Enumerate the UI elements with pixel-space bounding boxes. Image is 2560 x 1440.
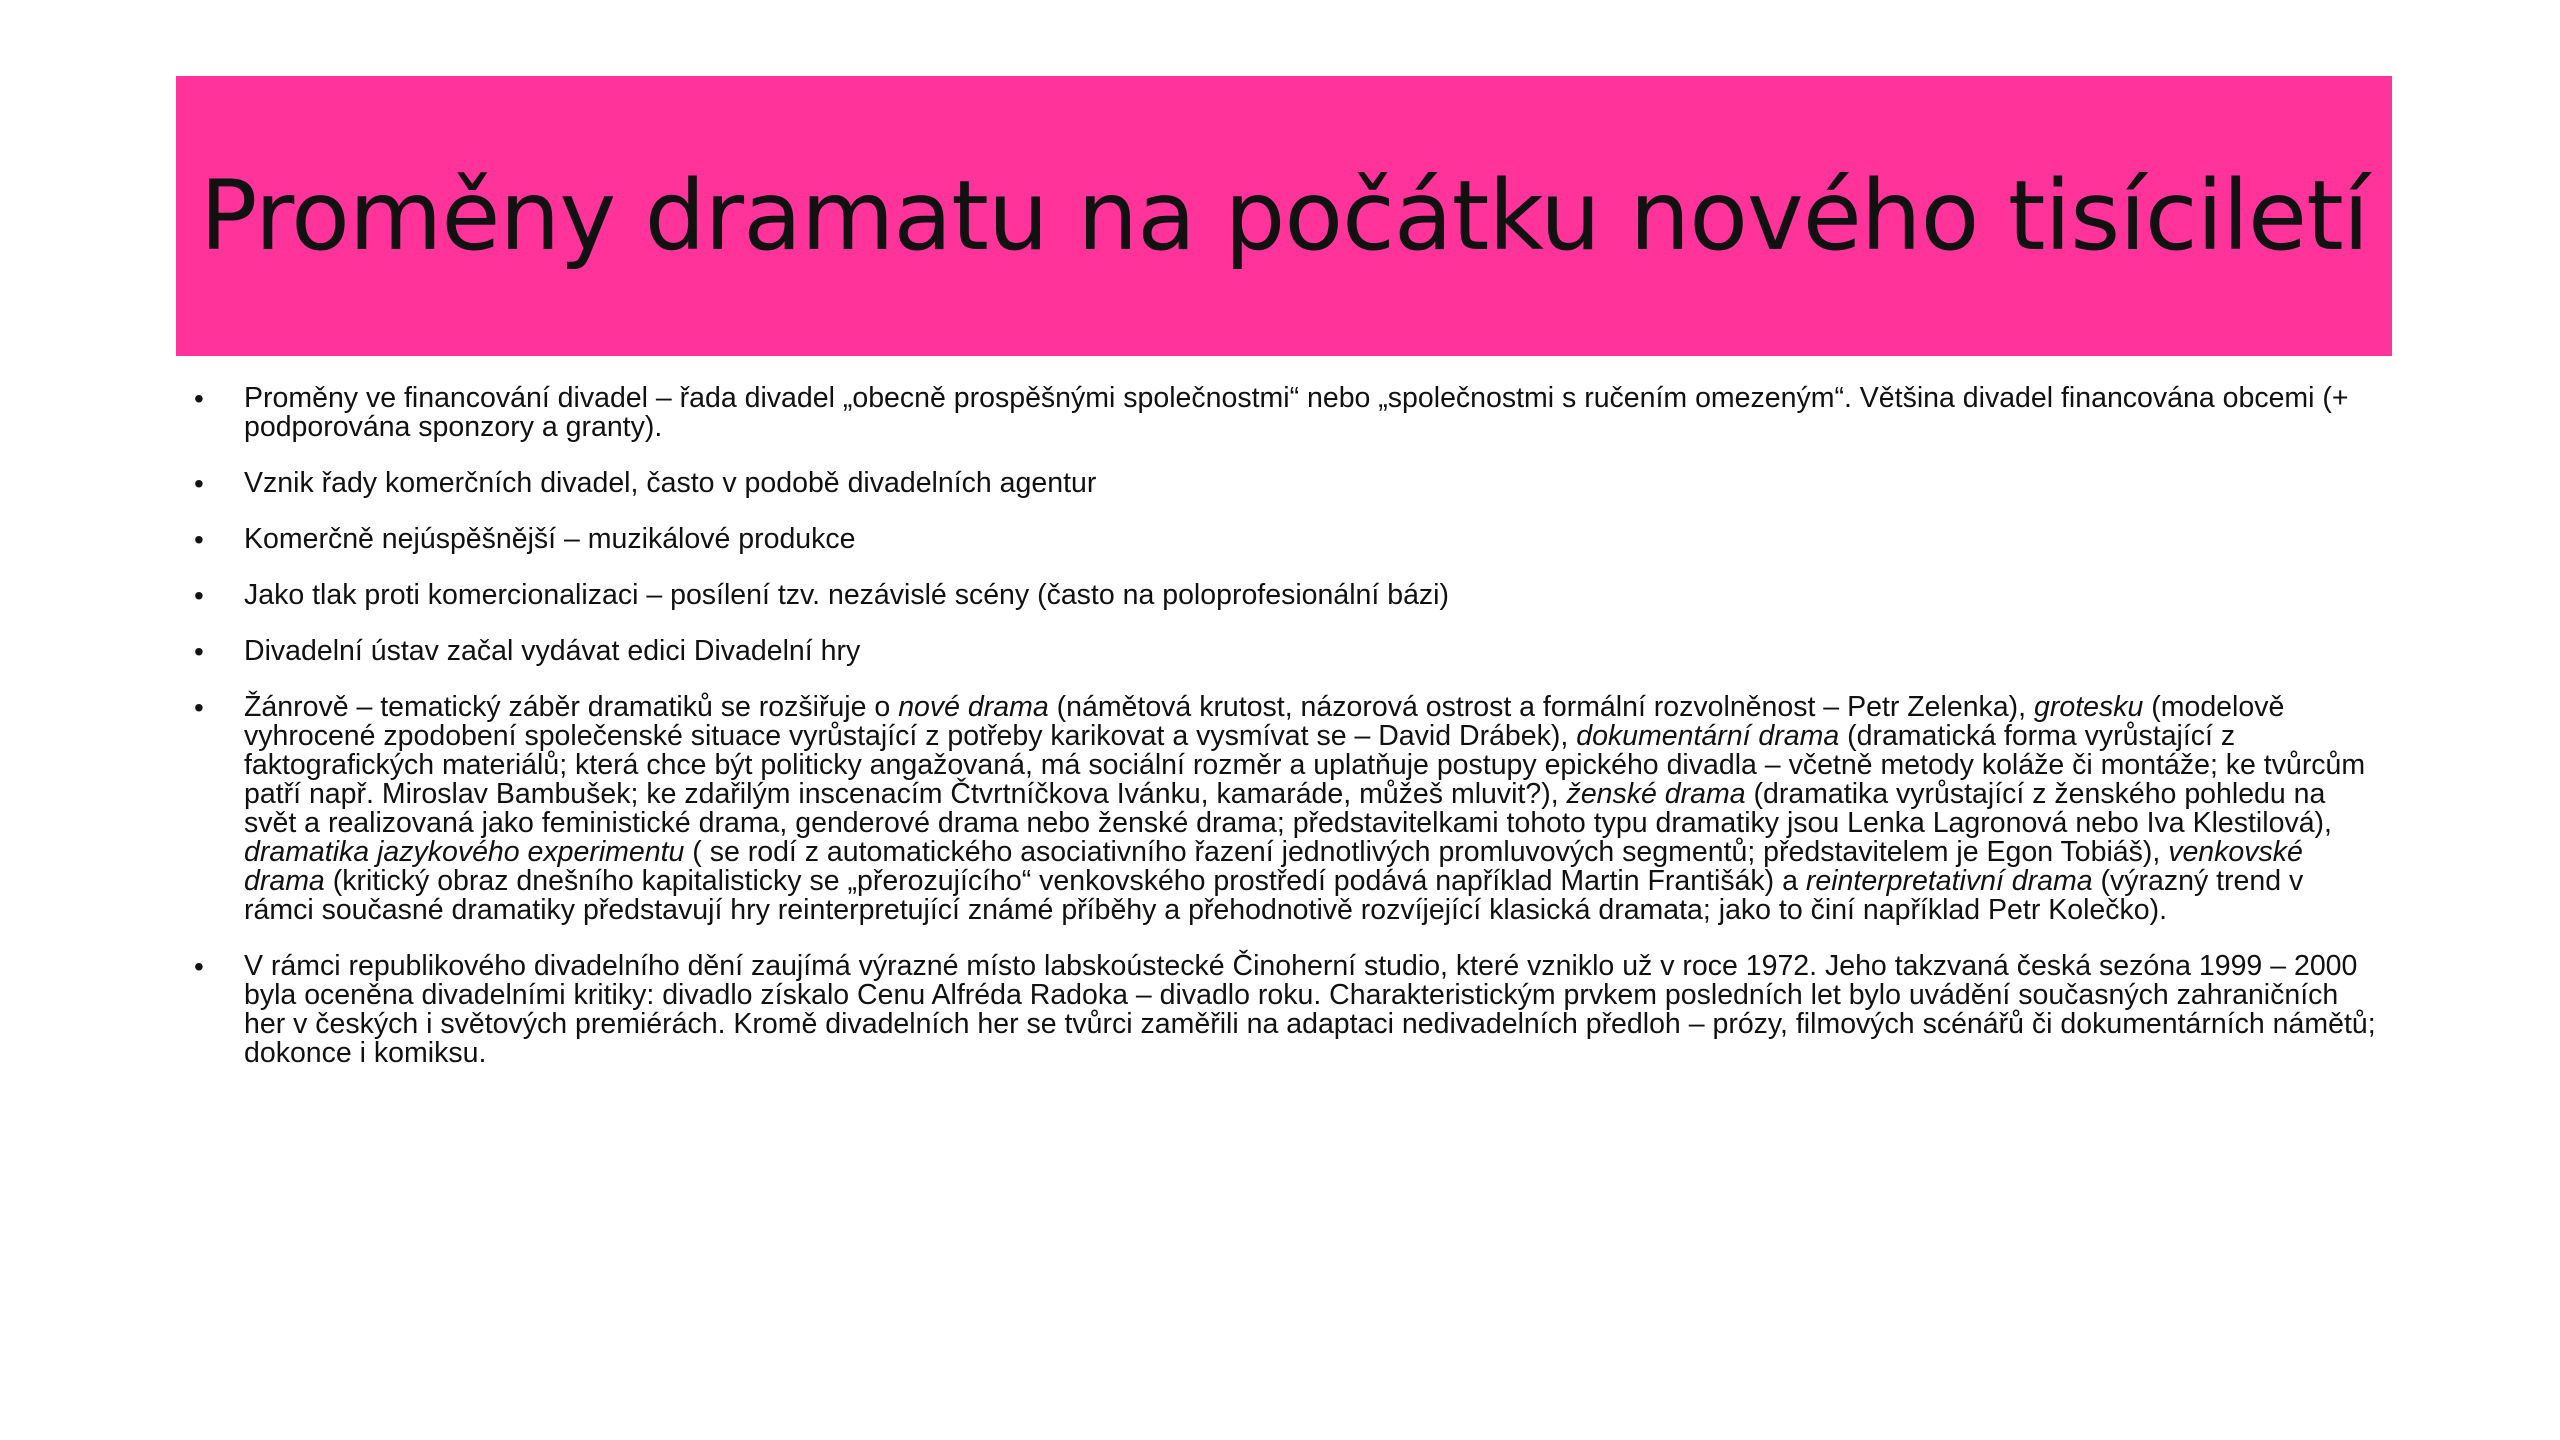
text-segment: Žánrově – tematický záběr dramatiků se rozšiřuje o xyxy=(244,691,899,723)
genre-term-groteska: grotesku xyxy=(2034,691,2144,723)
text-segment: (dramatická forma vyrůstající z faktografických materiálů; která chce být politicky angažovaná, má sociální rozměr a uplatňuje postupy epického divadla – včetně metody koláže či montáže; ke tvůrcům patří např. Miroslav Bambušek; ke zdařilým inscenacím Čtvrtníčkova Ivánku, kamaráde, můžeš mluvit?), xyxy=(244,720,2366,810)
bullet-marker: • xyxy=(194,692,204,723)
bullet-item xyxy=(190,637,2380,666)
bullet-item xyxy=(190,469,2380,498)
bullet-marker: • xyxy=(194,580,204,611)
genre-term-venkovske-drama: venkovské drama xyxy=(244,836,2303,897)
bullet-text: Proměny ve financování divadel – řada divadel „obecně prospěšnými společnostmi“ nebo „společnostmi s ručením omezeným“. Většina divadel financována obcemi (+ podporována sponzory a granty). xyxy=(244,382,2349,443)
bullet-text: Divadelní ústav začal vydávat edici Divadelní hry xyxy=(244,635,861,667)
genre-term-dokumentarni-drama: dokumentární drama xyxy=(1576,720,1840,752)
genre-term-reinterpretativni-drama: reinterpretativní drama xyxy=(1805,865,2093,897)
text-segment: (modelově vyhrocené zpodobení společenské situace vyrůstající z potřeby karikovat a vysmívat se – David Drábek), xyxy=(244,691,2285,752)
bullet-text: Jako tlak proti komercionalizaci – posílení tzv. nezávislé scény (často na poloprofesionální bázi) xyxy=(244,579,1449,611)
slide-title: Proměny dramatu na počátku nového tisíciletí xyxy=(199,160,2369,272)
genre-term-zenske-drama: ženské drama xyxy=(1566,778,1746,810)
bullet-marker: • xyxy=(194,524,204,555)
text-segment: (kritický obraz dnešního kapitalisticky se „přerozujícího“ venkovského prostředí podává například Martin Františák) a xyxy=(324,865,1806,897)
title-banner xyxy=(176,76,2392,356)
bullet-list xyxy=(190,384,2380,1095)
bullet-item-genres xyxy=(190,693,2380,925)
bullet-item xyxy=(190,384,2380,442)
text-segment: (dramatika vyrůstající z ženského pohledu na svět a realizovaná jako feministické drama, genderové drama nebo ženské drama; představitelkami tohoto typu dramatiky jsou Lenka Lagronová nebo Iva Klestilová), xyxy=(244,778,2332,839)
bullet-text: V rámci republikového divadelního dění zaujímá výrazné místo labskoústecké Činoherní studio, které vzniklo už v roce 1972. Jeho takzvaná česká sezóna 1999 – 2000 byla oceněna divadelními kritiky: divadlo získalo Cenu Alfréda Radoka – divadlo roku. Charakteristickým prvkem posledních let bylo uvádění současných zahraničních her v českých i světových premiérách. Kromě divadelních her se tvůrci zaměřili na adaptaci nedivadelních předloh – prózy, filmových scénářů či dokumentárních námětů; dokonce i komiksu. xyxy=(244,950,2376,1069)
bullet-text xyxy=(244,691,2365,926)
text-segment: (námětová krutost, názorová ostrost a formální rozvolněnost – Petr Zelenka), xyxy=(1048,691,2034,723)
text-segment: ( se rodí z automatického asociativního řazení jednotlivých promluvových segmentů; představitelem je Egon Tobiáš), xyxy=(684,836,2169,868)
bullet-marker: • xyxy=(194,383,204,414)
genre-term-nove-drama: nové drama xyxy=(898,691,1049,723)
bullet-marker: • xyxy=(194,951,204,982)
bullet-text: Komerčně nejúspěšnější – muzikálové produkce xyxy=(244,523,856,555)
bullet-item xyxy=(190,581,2380,610)
bullet-text: Vznik řady komerčních divadel, často v podobě divadelních agentur xyxy=(244,467,1097,499)
bullet-marker: • xyxy=(194,468,204,499)
genre-term-jazykovy-experiment: dramatika jazykového experimentu xyxy=(244,836,685,868)
bullet-marker: • xyxy=(194,636,204,667)
bullet-item xyxy=(190,525,2380,554)
text-segment: (výrazný trend v rámci současné dramatiky představují hry reinterpretující známé příběhy a přehodnotivě rozvíjející klasická dramata; jako to činí například Petr Kolečko). xyxy=(244,865,2304,926)
bullet-item xyxy=(190,952,2380,1068)
